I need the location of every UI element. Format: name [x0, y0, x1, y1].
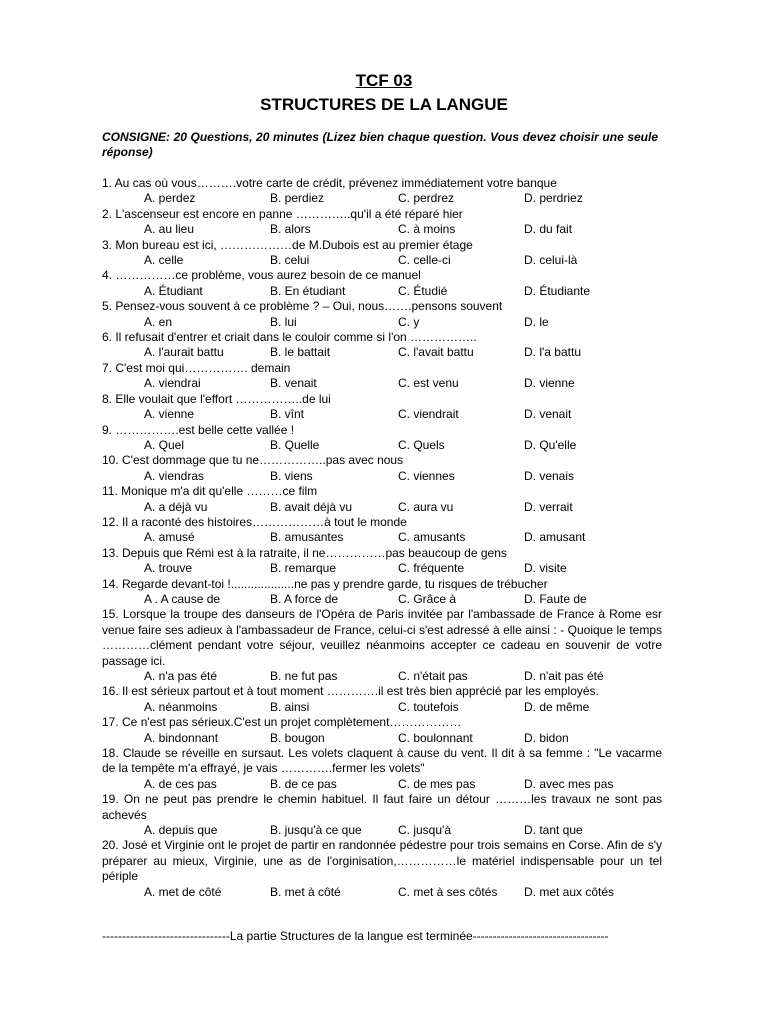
answer-option: B. venait	[270, 376, 317, 391]
answer-option: B. A force de	[270, 591, 339, 606]
answer-options	[102, 823, 662, 838]
answer-option: C. Grâce à	[398, 591, 457, 606]
answer-option: D. n'ait pas été	[524, 669, 604, 683]
answer-option: A. met de côté	[144, 884, 222, 899]
question-item	[102, 715, 662, 746]
answer-option: D. venait	[524, 407, 572, 422]
question-text: 10. C'est dommage que tu ne……………..pas avec nous	[102, 453, 404, 468]
answer-options	[102, 469, 662, 484]
answer-option: A. a déjà vu	[144, 499, 208, 514]
question-item	[102, 207, 662, 238]
answer-option: C. amusants	[398, 530, 466, 545]
title-text: TCF 03	[355, 71, 413, 90]
question-item	[102, 684, 662, 715]
answer-option: C. aura vu	[398, 499, 454, 514]
answer-option: A. Quel	[144, 437, 185, 452]
answer-option: D. perdriez	[524, 191, 583, 206]
question-item	[102, 746, 662, 792]
question-item	[102, 838, 662, 900]
question-item	[102, 792, 662, 838]
document-title	[0, 70, 768, 92]
question-item	[102, 515, 662, 546]
question-item	[102, 176, 662, 207]
answer-option: C. à moins	[398, 222, 456, 237]
answer-option: C. Étudié	[398, 283, 448, 298]
answer-option: D. Faute de	[524, 591, 587, 606]
answer-option: A. viendrai	[144, 376, 201, 391]
answer-option: C. est venu	[398, 376, 459, 391]
answer-option: B. Quelle	[270, 437, 320, 452]
answer-options	[102, 700, 662, 715]
answer-option: A. en	[144, 314, 173, 329]
answer-option: A. Étudiant	[144, 283, 203, 298]
answer-option: C. n'était pas	[398, 669, 468, 683]
answer-option: A. l'aurait battu	[144, 345, 224, 360]
question-text: 15. Lorsque la troupe des danseurs de l'Opéra de Paris invitée par l'ambassade de France à Rome esr venue faire ses adieux à l'ambassadeur de France, celui-ci s'est adressé à elle ainsi : - Quoique le temps …………clément pendant votre séjour, veuillez néanmoins accepter ce cadeau en souvenir de votre passage ici.	[102, 607, 662, 668]
question-text: 11. Monique m'a dit qu'elle ………ce film	[102, 484, 318, 499]
question-item	[102, 238, 662, 269]
question-text: 5. Pensez-vous souvent à ce problème ? – Oui, nous…….pensons souvent	[102, 299, 503, 314]
answer-option: C. jusqu'à	[398, 823, 451, 838]
question-text: 3. Mon bureau est ici, ………………de M.Dubois est au premier étage	[102, 237, 473, 252]
question-text: 19. On ne peut pas prendre le chemin habituel. Il faut faire un détour ………les travaux ne sont pas achevés	[102, 792, 662, 822]
answer-option: B. amusantes	[270, 530, 344, 545]
answer-option: A. néanmoins	[144, 699, 218, 714]
answer-option: C. Quels	[398, 437, 445, 452]
answer-option: C. perdrez	[398, 191, 455, 206]
answer-option: B. alors	[270, 222, 311, 237]
answer-option: B. lui	[270, 314, 297, 329]
answer-option: B. le battait	[270, 345, 331, 360]
answer-option: D. bidon	[524, 730, 569, 745]
question-item	[102, 330, 662, 361]
question-item	[102, 546, 662, 577]
question-text: 6. Il refusait d'entrer et criait dans le couloir comme si l'on ……………..	[102, 330, 477, 345]
answer-option: B. viens	[270, 468, 313, 483]
answer-option: D. du fait	[524, 222, 573, 237]
answer-options	[102, 407, 662, 422]
answer-options	[102, 669, 662, 684]
question-text: 17. Ce n'est pas sérieux.C'est un projet complètement………………	[102, 715, 462, 730]
answer-option: D. Qu'elle	[524, 437, 577, 452]
answer-option: C. fréquente	[398, 561, 465, 576]
answer-options	[102, 284, 662, 299]
question-text: 20. José et Virginie ont le projet de partir en randonnée pédestre pour trois semains en Corse. Afin de s'y préparer au mieux, Virginie, une as de l'orginisation,……………le matériel indispensable pour un tel périple	[102, 838, 662, 884]
answer-option: D. celui-là	[524, 253, 578, 268]
answer-option: B. de ce pas	[270, 776, 337, 791]
answer-option: A. celle	[144, 253, 184, 268]
answer-option: C. y	[398, 314, 420, 329]
question-text: 13. Depuis que Rémi est à la ratraite, il ne……………pas beaucoup de gens	[102, 545, 507, 560]
question-text: 14. Regarde devant-toi !...................ne pas y prendre garde, tu risques de trébucher	[102, 576, 548, 591]
answer-options	[102, 222, 662, 237]
instructions: CONSIGNE: 20 Questions, 20 minutes (Lizez bien chaque question. Vous devez choisir une seule réponse)	[102, 130, 658, 159]
answer-option: D. le	[524, 314, 549, 329]
answer-option: B. avait déjà vu	[270, 499, 353, 514]
answer-option: D. avec mes pas	[524, 776, 614, 791]
answer-option: A. de ces pas	[144, 776, 217, 791]
question-item	[102, 607, 662, 684]
answer-options	[102, 438, 662, 453]
answer-options	[102, 530, 662, 545]
answer-options	[102, 376, 662, 391]
question-item	[102, 392, 662, 423]
answer-option: D. tant que	[524, 823, 583, 838]
answer-option: B. met à côté	[270, 884, 341, 899]
question-text: 12. Il a raconté des histoires………………à tout le monde	[102, 514, 407, 529]
answer-options	[102, 253, 662, 268]
question-item	[102, 484, 662, 515]
question-text: 2. L'ascenseur est encore en panne …………..qu'il a été réparé hier	[102, 206, 463, 221]
question-text: 18. Claude se réveille en sursaut. Les volets claquent à cause du vent. Il dit à sa femme : "Le vacarme de la tempête m'a effrayé, je vais ………….fermer les volets"	[102, 746, 662, 776]
answer-option: D. vienne	[524, 376, 575, 391]
answer-option: A. vienne	[144, 407, 195, 422]
question-text: 1. Au cas où vous……….votre carte de crédit, prévenez immédiatement votre banque	[102, 176, 557, 190]
footer-note: --------------------------------La partie Structures de la langue est terminée----------------------------------	[102, 929, 609, 943]
answer-option: A. perdez	[144, 191, 196, 206]
answer-options	[102, 592, 662, 607]
answer-option: A. au lieu	[144, 222, 195, 237]
answer-option: A. n'a pas été	[144, 669, 218, 683]
answer-option: C. de mes pas	[398, 776, 476, 791]
answer-option: D. de même	[524, 699, 590, 714]
answer-options	[102, 191, 662, 206]
answer-option: B. bougon	[270, 730, 325, 745]
document-subtitle: STRUCTURES DE LA LANGUE	[260, 95, 508, 114]
answer-options	[102, 561, 662, 576]
answer-option: B. ne fut pas	[270, 669, 338, 683]
answer-option: B. remarque	[270, 561, 337, 576]
answer-options	[102, 500, 662, 515]
answer-options	[102, 885, 662, 900]
answer-option: D. amusant	[524, 530, 586, 545]
answer-option: D. Étudiante	[524, 283, 591, 298]
question-list	[102, 176, 662, 900]
question-item	[102, 453, 662, 484]
answer-options	[102, 345, 662, 360]
answer-option: D. verrait	[524, 499, 573, 514]
question-text: 8. Elle voulait que l'effort ……………..de lui	[102, 391, 331, 406]
answer-option: D. l'a battu	[524, 345, 581, 360]
answer-option: C. celle-ci	[398, 253, 451, 268]
answer-option: A. bindonnant	[144, 730, 219, 745]
question-item	[102, 268, 662, 299]
answer-option: C. met à ses côtés	[398, 884, 498, 899]
answer-option: B. ainsi	[270, 699, 310, 714]
answer-options	[102, 777, 662, 792]
answer-option: C. boulonnant	[398, 730, 473, 745]
answer-option: A. viendras	[144, 468, 205, 483]
answer-option: B. En étudiant	[270, 283, 346, 298]
answer-option: C. viendrait	[398, 407, 459, 422]
answer-options	[102, 315, 662, 330]
answer-option: B. vînt	[270, 407, 305, 422]
question-text: 9. …………….est belle cette vallée !	[102, 422, 295, 437]
question-item	[102, 361, 662, 392]
question-item	[102, 423, 662, 454]
answer-option: B. jusqu'à ce que	[270, 823, 362, 838]
answer-options	[102, 731, 662, 746]
question-text: 7. C'est moi qui……………. demain	[102, 360, 291, 375]
answer-option: D. venais	[524, 468, 575, 483]
question-text: 16. Il est sérieux partout et à tout moment ………….il est très bien apprécié par les employés.	[102, 684, 599, 699]
answer-option: C. l'avait battu	[398, 345, 474, 360]
answer-option: A. trouve	[144, 561, 193, 576]
question-item	[102, 577, 662, 608]
answer-option: C. viennes	[398, 468, 455, 483]
answer-option: A . A cause de	[144, 591, 221, 606]
answer-option: B. celui	[270, 253, 310, 268]
answer-option: C. toutefois	[398, 699, 459, 714]
answer-option: B. perdiez	[270, 191, 325, 206]
question-text: 4. ……………ce problème, vous aurez besoin de ce manuel	[102, 268, 421, 283]
answer-option: D. visite	[524, 561, 567, 576]
answer-option: D. met aux côtés	[524, 884, 615, 899]
question-item	[102, 299, 662, 330]
answer-option: A. amusé	[144, 530, 195, 545]
answer-option: A. depuis que	[144, 823, 218, 838]
